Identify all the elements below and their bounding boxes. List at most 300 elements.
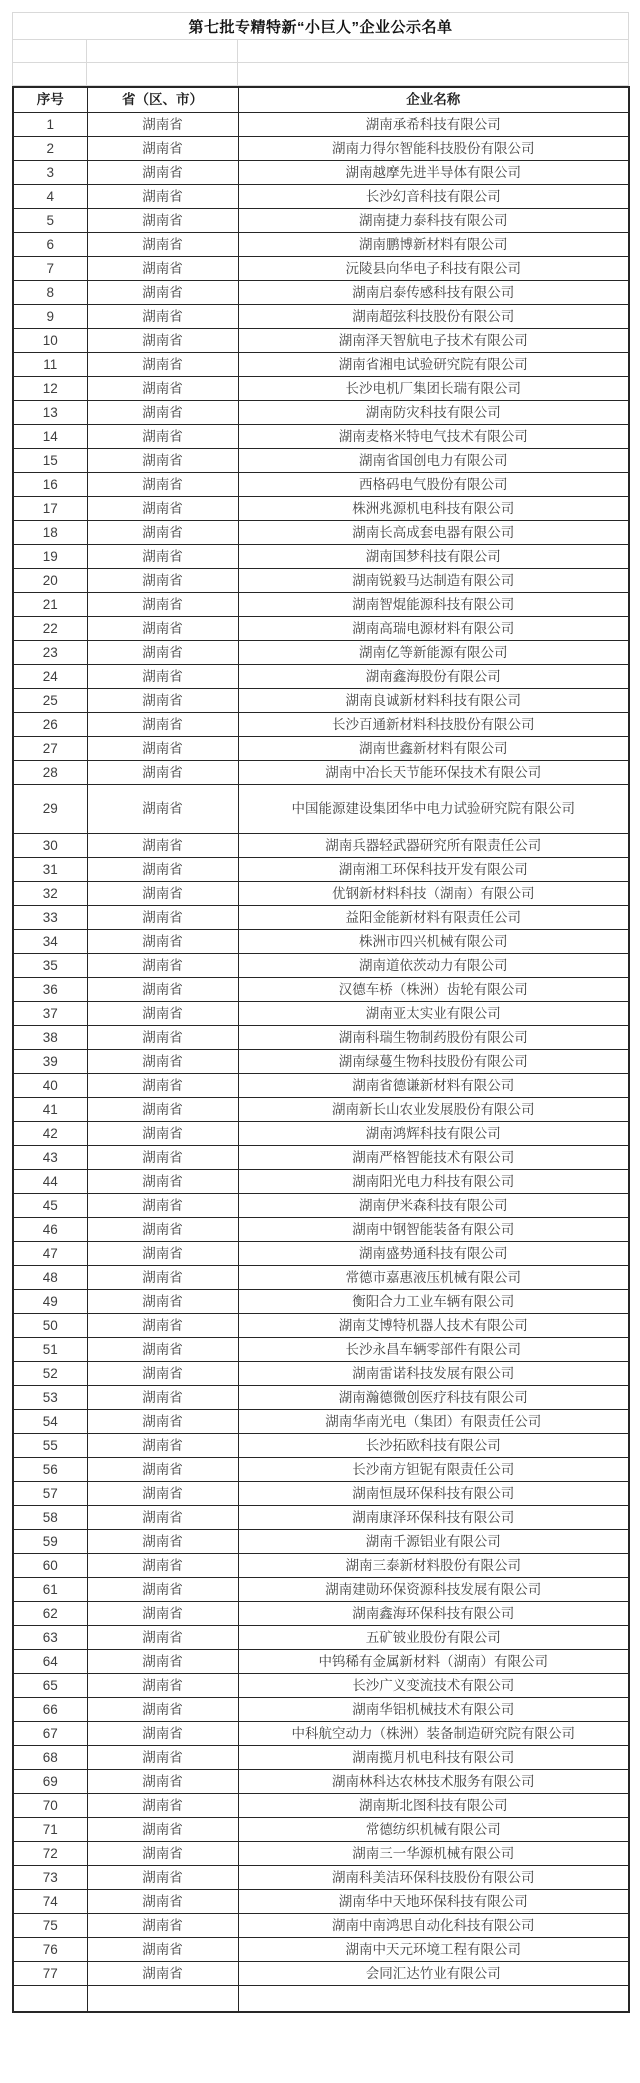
table-row xyxy=(13,1266,629,1290)
province-cell: 湖南省 xyxy=(87,1002,238,1026)
table-row xyxy=(13,882,629,906)
table-row xyxy=(13,449,629,473)
company-cell: 株洲市四兴机械有限公司 xyxy=(238,930,629,954)
seq-cell: 63 xyxy=(13,1626,87,1650)
province-cell: 湖南省 xyxy=(87,1602,238,1626)
province-cell: 湖南省 xyxy=(87,1554,238,1578)
table-row xyxy=(13,1170,629,1194)
seq-cell: 57 xyxy=(13,1482,87,1506)
company-cell: 长沙拓欧科技有限公司 xyxy=(238,1434,629,1458)
company-cell: 湖南启泰传感科技有限公司 xyxy=(238,281,629,305)
seq-cell: 56 xyxy=(13,1458,87,1482)
seq-cell: 30 xyxy=(13,834,87,858)
seq-cell: 54 xyxy=(13,1410,87,1434)
company-cell: 湖南亿等新能源有限公司 xyxy=(238,641,629,665)
seq-cell: 51 xyxy=(13,1338,87,1362)
seq-cell: 75 xyxy=(13,1914,87,1938)
seq-cell: 13 xyxy=(13,401,87,425)
province-cell: 湖南省 xyxy=(87,161,238,185)
company-cell: 湖南亚太实业有限公司 xyxy=(238,1002,629,1026)
province-cell: 湖南省 xyxy=(87,1050,238,1074)
company-cell: 衡阳合力工业车辆有限公司 xyxy=(238,1290,629,1314)
table-row xyxy=(13,1434,629,1458)
seq-cell: 15 xyxy=(13,449,87,473)
company-cell: 湖南道依茨动力有限公司 xyxy=(238,954,629,978)
table-row xyxy=(13,1842,629,1866)
province-cell: 湖南省 xyxy=(87,281,238,305)
company-cell: 湖南省德谦新材料有限公司 xyxy=(238,1074,629,1098)
province-cell: 湖南省 xyxy=(87,1698,238,1722)
company-cell: 湖南科瑞生物制药股份有限公司 xyxy=(238,1026,629,1050)
province-cell: 湖南省 xyxy=(87,1650,238,1674)
seq-cell: 60 xyxy=(13,1554,87,1578)
company-cell: 湖南超弦科技股份有限公司 xyxy=(238,305,629,329)
table-row xyxy=(13,761,629,785)
company-cell: 湖南揽月机电科技有限公司 xyxy=(238,1746,629,1770)
blank-row xyxy=(13,63,629,86)
blank-cell xyxy=(13,40,87,63)
company-cell: 优钢新材料科技（湖南）有限公司 xyxy=(238,882,629,906)
company-cell: 长沙南方钽铌有限责任公司 xyxy=(238,1458,629,1482)
company-cell: 会同汇达竹业有限公司 xyxy=(238,1962,629,1986)
table-row xyxy=(13,1674,629,1698)
table-row xyxy=(13,1386,629,1410)
province-cell: 湖南省 xyxy=(87,737,238,761)
province-cell: 湖南省 xyxy=(87,1626,238,1650)
table-row xyxy=(13,185,629,209)
province-cell: 湖南省 xyxy=(87,305,238,329)
seq-cell: 26 xyxy=(13,713,87,737)
header-seq: 序号 xyxy=(13,87,87,113)
seq-cell: 27 xyxy=(13,737,87,761)
company-cell: 常德纺织机械有限公司 xyxy=(238,1818,629,1842)
seq-cell: 52 xyxy=(13,1362,87,1386)
seq-cell: 36 xyxy=(13,978,87,1002)
province-cell: 湖南省 xyxy=(87,473,238,497)
seq-cell: 7 xyxy=(13,257,87,281)
company-cell: 湖南防灾科技有限公司 xyxy=(238,401,629,425)
table-row xyxy=(13,906,629,930)
seq-cell: 24 xyxy=(13,665,87,689)
province-cell: 湖南省 xyxy=(87,665,238,689)
table-row xyxy=(13,473,629,497)
table-row xyxy=(13,161,629,185)
seq-cell: 29 xyxy=(13,785,87,834)
province-cell: 湖南省 xyxy=(87,1338,238,1362)
table-row xyxy=(13,329,629,353)
seq-cell: 43 xyxy=(13,1146,87,1170)
company-cell: 湖南世鑫新材料有限公司 xyxy=(238,737,629,761)
seq-cell: 48 xyxy=(13,1266,87,1290)
company-cell: 湖南雷诺科技发展有限公司 xyxy=(238,1362,629,1386)
blank-cell xyxy=(13,63,87,86)
company-cell: 湖南华南光电（集团）有限责任公司 xyxy=(238,1410,629,1434)
table-row xyxy=(13,1314,629,1338)
company-cell: 湖南瀚德微创医疗科技有限公司 xyxy=(238,1386,629,1410)
table-row xyxy=(13,978,629,1002)
table-row xyxy=(13,545,629,569)
company-cell: 汉德车桥（株洲）齿轮有限公司 xyxy=(238,978,629,1002)
seq-cell: 53 xyxy=(13,1386,87,1410)
seq-cell: 19 xyxy=(13,545,87,569)
table-row xyxy=(13,1962,629,1986)
province-cell: 湖南省 xyxy=(87,1266,238,1290)
company-cell: 湖南兵器轻武器研究所有限责任公司 xyxy=(238,834,629,858)
company-cell: 益阳金能新材料有限责任公司 xyxy=(238,906,629,930)
province-cell: 湖南省 xyxy=(87,954,238,978)
page-title: 第七批专精特新“小巨人”企业公示名单 xyxy=(13,13,629,40)
seq-cell: 70 xyxy=(13,1794,87,1818)
table-row xyxy=(13,1506,629,1530)
province-cell: 湖南省 xyxy=(87,569,238,593)
seq-cell: 20 xyxy=(13,569,87,593)
table-row xyxy=(13,1722,629,1746)
seq-cell: 18 xyxy=(13,521,87,545)
company-cell: 湖南阳光电力科技有限公司 xyxy=(238,1170,629,1194)
company-cell: 湖南盛势通科技有限公司 xyxy=(238,1242,629,1266)
seq-cell: 47 xyxy=(13,1242,87,1266)
province-cell: 湖南省 xyxy=(87,1458,238,1482)
company-cell: 湖南智焜能源科技有限公司 xyxy=(238,593,629,617)
table-row xyxy=(13,737,629,761)
company-cell: 中国能源建设集团华中电力试验研究院有限公司 xyxy=(238,785,629,834)
province-cell: 湖南省 xyxy=(87,930,238,954)
table-row xyxy=(13,954,629,978)
province-cell: 湖南省 xyxy=(87,1842,238,1866)
province-cell: 湖南省 xyxy=(87,137,238,161)
province-cell: 湖南省 xyxy=(87,1218,238,1242)
blank-cell xyxy=(238,1986,629,2013)
seq-cell: 10 xyxy=(13,329,87,353)
table-row xyxy=(13,1122,629,1146)
company-cell: 长沙电机厂集团长瑞有限公司 xyxy=(238,377,629,401)
province-cell: 湖南省 xyxy=(87,593,238,617)
province-cell: 湖南省 xyxy=(87,1506,238,1530)
table-row xyxy=(13,521,629,545)
province-cell: 湖南省 xyxy=(87,1770,238,1794)
province-cell: 湖南省 xyxy=(87,978,238,1002)
blank-cell xyxy=(13,1986,87,2013)
province-cell: 湖南省 xyxy=(87,858,238,882)
province-cell: 湖南省 xyxy=(87,1938,238,1962)
header-company: 企业名称 xyxy=(238,87,629,113)
seq-cell: 35 xyxy=(13,954,87,978)
company-cell: 湖南鑫海环保科技有限公司 xyxy=(238,1602,629,1626)
province-cell: 湖南省 xyxy=(87,497,238,521)
seq-cell: 2 xyxy=(13,137,87,161)
company-cell: 湖南三泰新材料股份有限公司 xyxy=(238,1554,629,1578)
company-cell: 湖南锐毅马达制造有限公司 xyxy=(238,569,629,593)
table-row xyxy=(13,1050,629,1074)
table-row xyxy=(13,209,629,233)
seq-cell: 49 xyxy=(13,1290,87,1314)
table-row xyxy=(13,1482,629,1506)
seq-cell: 12 xyxy=(13,377,87,401)
table-row xyxy=(13,1218,629,1242)
company-cell: 湖南麦格米特电气技术有限公司 xyxy=(238,425,629,449)
province-cell: 湖南省 xyxy=(87,1482,238,1506)
seq-cell: 67 xyxy=(13,1722,87,1746)
seq-cell: 73 xyxy=(13,1866,87,1890)
seq-cell: 65 xyxy=(13,1674,87,1698)
table-row xyxy=(13,1770,629,1794)
seq-cell: 5 xyxy=(13,209,87,233)
province-cell: 湖南省 xyxy=(87,1074,238,1098)
table-row xyxy=(13,497,629,521)
company-cell: 湖南高瑞电源材料有限公司 xyxy=(238,617,629,641)
company-cell: 湖南伊米森科技有限公司 xyxy=(238,1194,629,1218)
province-cell: 湖南省 xyxy=(87,1890,238,1914)
table-row xyxy=(13,1914,629,1938)
blank-cell xyxy=(238,63,629,86)
company-cell: 湖南捷力泰科技有限公司 xyxy=(238,209,629,233)
table-row xyxy=(13,401,629,425)
table-row xyxy=(13,1074,629,1098)
province-cell: 湖南省 xyxy=(87,1026,238,1050)
blank-cell xyxy=(238,40,629,63)
table-row xyxy=(13,305,629,329)
seq-cell: 58 xyxy=(13,1506,87,1530)
table-row xyxy=(13,1458,629,1482)
company-cell: 湖南泽天智航电子技术有限公司 xyxy=(238,329,629,353)
province-cell: 湖南省 xyxy=(87,1914,238,1938)
company-cell: 湖南中天元环境工程有限公司 xyxy=(238,1938,629,1962)
province-cell: 湖南省 xyxy=(87,834,238,858)
company-cell: 湖南鹏博新材料有限公司 xyxy=(238,233,629,257)
seq-cell: 41 xyxy=(13,1098,87,1122)
province-cell: 湖南省 xyxy=(87,1794,238,1818)
province-cell: 湖南省 xyxy=(87,257,238,281)
table-row xyxy=(13,593,629,617)
table-row xyxy=(13,281,629,305)
province-cell: 湖南省 xyxy=(87,785,238,834)
company-cell: 湖南省国创电力有限公司 xyxy=(238,449,629,473)
company-cell: 湖南省湘电试验研究院有限公司 xyxy=(238,353,629,377)
table-row xyxy=(13,113,629,137)
table-row xyxy=(13,1362,629,1386)
province-cell: 湖南省 xyxy=(87,233,238,257)
company-cell: 湖南艾博特机器人技术有限公司 xyxy=(238,1314,629,1338)
province-cell: 湖南省 xyxy=(87,1818,238,1842)
seq-cell: 55 xyxy=(13,1434,87,1458)
company-table xyxy=(12,86,630,2013)
seq-cell: 4 xyxy=(13,185,87,209)
table-row xyxy=(13,1554,629,1578)
table-row xyxy=(13,713,629,737)
province-cell: 湖南省 xyxy=(87,1410,238,1434)
province-cell: 湖南省 xyxy=(87,1146,238,1170)
company-cell: 湖南林科达农林技术服务有限公司 xyxy=(238,1770,629,1794)
seq-cell: 34 xyxy=(13,930,87,954)
seq-cell: 46 xyxy=(13,1218,87,1242)
company-cell: 湖南三一华源机械有限公司 xyxy=(238,1842,629,1866)
company-cell: 湖南恒晟环保科技有限公司 xyxy=(238,1482,629,1506)
seq-cell: 21 xyxy=(13,593,87,617)
table-row xyxy=(13,1746,629,1770)
table-row xyxy=(13,1242,629,1266)
seq-cell: 9 xyxy=(13,305,87,329)
company-cell: 长沙幻音科技有限公司 xyxy=(238,185,629,209)
company-cell: 湖南科美洁环保科技股份有限公司 xyxy=(238,1866,629,1890)
seq-cell: 76 xyxy=(13,1938,87,1962)
seq-cell: 33 xyxy=(13,906,87,930)
header-row xyxy=(13,87,629,113)
table-row xyxy=(13,1026,629,1050)
company-cell: 湖南鑫海股份有限公司 xyxy=(238,665,629,689)
province-cell: 湖南省 xyxy=(87,1722,238,1746)
seq-cell: 28 xyxy=(13,761,87,785)
table-row xyxy=(13,689,629,713)
seq-cell: 25 xyxy=(13,689,87,713)
blank-row xyxy=(13,40,629,63)
table-row xyxy=(13,233,629,257)
province-cell: 湖南省 xyxy=(87,1530,238,1554)
empty-row xyxy=(13,1986,629,2013)
seq-cell: 72 xyxy=(13,1842,87,1866)
company-cell: 湖南中冶长天节能环保技术有限公司 xyxy=(238,761,629,785)
company-cell: 湖南华中天地环保科技有限公司 xyxy=(238,1890,629,1914)
seq-cell: 64 xyxy=(13,1650,87,1674)
seq-cell: 17 xyxy=(13,497,87,521)
table-row xyxy=(13,1626,629,1650)
table-row xyxy=(13,1146,629,1170)
table-row xyxy=(13,1002,629,1026)
title-row xyxy=(13,13,629,40)
seq-cell: 14 xyxy=(13,425,87,449)
province-cell: 湖南省 xyxy=(87,1866,238,1890)
seq-cell: 11 xyxy=(13,353,87,377)
company-cell: 长沙广义变流技术有限公司 xyxy=(238,1674,629,1698)
province-cell: 湖南省 xyxy=(87,1170,238,1194)
province-cell: 湖南省 xyxy=(87,641,238,665)
company-cell: 湖南康泽环保科技有限公司 xyxy=(238,1506,629,1530)
table-row xyxy=(13,1818,629,1842)
province-cell: 湖南省 xyxy=(87,689,238,713)
seq-cell: 50 xyxy=(13,1314,87,1338)
province-cell: 湖南省 xyxy=(87,185,238,209)
province-cell: 湖南省 xyxy=(87,882,238,906)
company-cell: 湖南新长山农业发展股份有限公司 xyxy=(238,1098,629,1122)
seq-cell: 42 xyxy=(13,1122,87,1146)
table-row xyxy=(13,1650,629,1674)
table-row xyxy=(13,617,629,641)
province-cell: 湖南省 xyxy=(87,1290,238,1314)
company-cell: 湖南建勋环保资源科技发展有限公司 xyxy=(238,1578,629,1602)
province-cell: 湖南省 xyxy=(87,1122,238,1146)
province-cell: 湖南省 xyxy=(87,209,238,233)
table-row xyxy=(13,1098,629,1122)
table-row xyxy=(13,1938,629,1962)
province-cell: 湖南省 xyxy=(87,1746,238,1770)
table-row xyxy=(13,1866,629,1890)
province-cell: 湖南省 xyxy=(87,1962,238,1986)
company-cell: 湖南力得尔智能科技股份有限公司 xyxy=(238,137,629,161)
table-row xyxy=(13,1338,629,1362)
province-cell: 湖南省 xyxy=(87,1314,238,1338)
company-cell: 长沙永昌车辆零部件有限公司 xyxy=(238,1338,629,1362)
company-cell: 湖南鸿辉科技有限公司 xyxy=(238,1122,629,1146)
seq-cell: 38 xyxy=(13,1026,87,1050)
seq-cell: 40 xyxy=(13,1074,87,1098)
company-cell: 西格码电气股份有限公司 xyxy=(238,473,629,497)
table-row xyxy=(13,1578,629,1602)
company-cell: 湖南华铝机械技术有限公司 xyxy=(238,1698,629,1722)
company-cell: 湖南中钢智能装备有限公司 xyxy=(238,1218,629,1242)
company-cell: 湖南千源铝业有限公司 xyxy=(238,1530,629,1554)
company-cell: 中科航空动力（株洲）装备制造研究院有限公司 xyxy=(238,1722,629,1746)
province-cell: 湖南省 xyxy=(87,1434,238,1458)
province-cell: 湖南省 xyxy=(87,329,238,353)
company-cell: 湖南湘工环保科技开发有限公司 xyxy=(238,858,629,882)
table-row xyxy=(13,569,629,593)
table-row xyxy=(13,641,629,665)
seq-cell: 22 xyxy=(13,617,87,641)
province-cell: 湖南省 xyxy=(87,377,238,401)
seq-cell: 31 xyxy=(13,858,87,882)
blank-cell xyxy=(87,63,238,86)
province-cell: 湖南省 xyxy=(87,1242,238,1266)
province-cell: 湖南省 xyxy=(87,906,238,930)
province-cell: 湖南省 xyxy=(87,545,238,569)
company-cell: 沅陵县向华电子科技有限公司 xyxy=(238,257,629,281)
seq-cell: 37 xyxy=(13,1002,87,1026)
province-cell: 湖南省 xyxy=(87,1098,238,1122)
header-province: 省（区、市） xyxy=(87,87,238,113)
seq-cell: 39 xyxy=(13,1050,87,1074)
province-cell: 湖南省 xyxy=(87,353,238,377)
province-cell: 湖南省 xyxy=(87,449,238,473)
company-table-body xyxy=(13,113,629,2013)
seq-cell: 77 xyxy=(13,1962,87,1986)
province-cell: 湖南省 xyxy=(87,401,238,425)
seq-cell: 23 xyxy=(13,641,87,665)
seq-cell: 71 xyxy=(13,1818,87,1842)
seq-cell: 74 xyxy=(13,1890,87,1914)
company-cell: 湖南长高成套电器有限公司 xyxy=(238,521,629,545)
company-cell: 中钨稀有金属新材料（湖南）有限公司 xyxy=(238,1650,629,1674)
company-cell: 湖南良诚新材料科技有限公司 xyxy=(238,689,629,713)
table-row xyxy=(13,377,629,401)
company-cell: 湖南绿蔓生物科技股份有限公司 xyxy=(238,1050,629,1074)
seq-cell: 8 xyxy=(13,281,87,305)
table-row xyxy=(13,257,629,281)
table-row xyxy=(13,930,629,954)
company-cell: 湖南国梦科技有限公司 xyxy=(238,545,629,569)
table-row xyxy=(13,353,629,377)
province-cell: 湖南省 xyxy=(87,1362,238,1386)
seq-cell: 69 xyxy=(13,1770,87,1794)
company-cell: 常德市嘉惠液压机械有限公司 xyxy=(238,1266,629,1290)
province-cell: 湖南省 xyxy=(87,1674,238,1698)
company-cell: 五矿铍业股份有限公司 xyxy=(238,1626,629,1650)
table-row xyxy=(13,665,629,689)
table-row xyxy=(13,1890,629,1914)
province-cell: 湖南省 xyxy=(87,425,238,449)
table-row xyxy=(13,858,629,882)
seq-cell: 61 xyxy=(13,1578,87,1602)
province-cell: 湖南省 xyxy=(87,617,238,641)
table-row xyxy=(13,1794,629,1818)
table-row xyxy=(13,1602,629,1626)
table-row xyxy=(13,1194,629,1218)
seq-cell: 44 xyxy=(13,1170,87,1194)
table-row xyxy=(13,425,629,449)
seq-cell: 32 xyxy=(13,882,87,906)
province-cell: 湖南省 xyxy=(87,113,238,137)
company-cell: 株洲兆源机电科技有限公司 xyxy=(238,497,629,521)
province-cell: 湖南省 xyxy=(87,1194,238,1218)
company-cell: 湖南中南鸿思自动化科技有限公司 xyxy=(238,1914,629,1938)
